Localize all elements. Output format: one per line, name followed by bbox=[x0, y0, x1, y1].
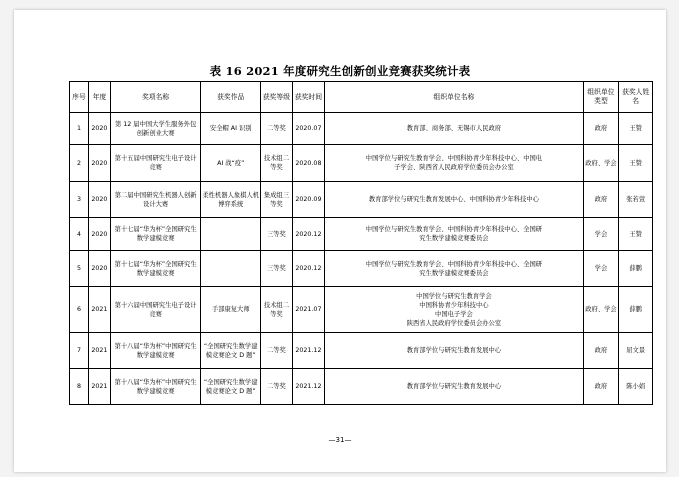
cell-org bbox=[325, 145, 583, 182]
cell-year: 2020 bbox=[88, 251, 110, 287]
cell-no: 2 bbox=[70, 145, 89, 182]
document-page bbox=[14, 10, 666, 472]
table-row bbox=[70, 182, 653, 218]
cell-level: 三等奖 bbox=[261, 218, 293, 251]
header-year: 年度 bbox=[88, 82, 110, 113]
cell-org bbox=[325, 182, 583, 218]
cell-year: 2020 bbox=[88, 182, 110, 218]
cell-org-type: 政府、学会 bbox=[583, 287, 619, 333]
cell-work: AI 战“疫” bbox=[201, 145, 261, 182]
table-row bbox=[70, 251, 653, 287]
org-line: 中国电子学会 bbox=[435, 310, 473, 318]
cell-award: 第十七届“华为杯”全国研究生数学建模竞赛 bbox=[110, 251, 200, 287]
org-line: 中国学位与研究生教育学会、中国科协青少年科技中心、全国研 bbox=[365, 260, 543, 268]
table-title: 表 16 2021 年度研究生创新创业竞赛获奖统计表 bbox=[209, 64, 471, 78]
cell-org-type: 学会 bbox=[583, 218, 619, 251]
table-row bbox=[70, 369, 653, 405]
header-award: 奖项名称 bbox=[110, 82, 200, 113]
org-line: 中国学位与研究生教育学会、中国科协青少年科技中心、中国电 bbox=[365, 155, 543, 162]
table-row bbox=[70, 287, 653, 333]
cell-org bbox=[325, 113, 583, 145]
cell-org-type: 政府 bbox=[583, 369, 619, 405]
cell-work: 手部康复大师 bbox=[201, 287, 261, 333]
cell-org bbox=[325, 369, 583, 405]
cell-award: 第十六届中国研究生电子设计竞赛 bbox=[110, 287, 200, 333]
cell-date: 2021.07 bbox=[292, 287, 325, 333]
cell-work: “全国研究生数学建模竞赛论文 D 题” bbox=[201, 333, 261, 369]
cell-date: 2020.08 bbox=[292, 145, 325, 182]
cell-work bbox=[201, 218, 261, 251]
table-row bbox=[70, 218, 653, 251]
cell-work: “全国研究生数学建模竞赛论文 D 题” bbox=[201, 369, 261, 405]
cell-date: 2021.12 bbox=[292, 333, 325, 369]
cell-org-type: 政府 bbox=[583, 333, 619, 369]
org-line: 究生数学建模竞赛委员会 bbox=[419, 235, 489, 242]
cell-date: 2021.12 bbox=[292, 369, 325, 405]
cell-org bbox=[325, 251, 583, 287]
cell-year: 2020 bbox=[88, 145, 110, 182]
cell-no: 4 bbox=[70, 218, 89, 251]
table-row bbox=[70, 333, 653, 369]
cell-org bbox=[325, 287, 583, 333]
cell-org-type: 政府、学会 bbox=[583, 145, 619, 182]
cell-winner: 王赞 bbox=[619, 145, 653, 182]
cell-winner: 张若萱 bbox=[619, 182, 653, 218]
cell-winner: 王赞 bbox=[619, 113, 653, 145]
org-line: 教育部学位与研究生教育发展中心 bbox=[406, 347, 502, 354]
cell-award: 第十七届“华为杯”全国研究生数学建模竞赛 bbox=[110, 218, 200, 251]
cell-award: 第二届中国研究生机器人创新设计大赛 bbox=[110, 182, 200, 218]
cell-no: 6 bbox=[70, 287, 89, 333]
cell-award: 第十八届“华为杯”中国研究生数学建模竞赛 bbox=[110, 369, 200, 405]
org-line: 教育部、商务部、无锡市人民政府 bbox=[406, 125, 502, 132]
cell-winner: 屈文景 bbox=[619, 333, 653, 369]
org-line: 中国学位与研究生教育学会、中国科协青少年科技中心、全国研 bbox=[365, 226, 543, 233]
cell-work bbox=[201, 251, 261, 287]
header-winner: 获奖人姓名 bbox=[619, 82, 653, 113]
table-header-row bbox=[70, 82, 653, 113]
cell-award: 第 12 届中国大学生服务外包创新创业大赛 bbox=[110, 113, 200, 145]
cell-org-type: 学会 bbox=[583, 251, 619, 287]
org-line: 教育部学位与研究生教育发展中心、中国科协青少年科技中心 bbox=[368, 196, 539, 203]
cell-org bbox=[325, 333, 583, 369]
cell-level: 集成组三等奖 bbox=[261, 182, 293, 218]
cell-no: 8 bbox=[70, 369, 89, 405]
cell-date: 2020.12 bbox=[292, 251, 325, 287]
page-number: —31— bbox=[328, 436, 352, 444]
cell-winner: 王赞 bbox=[619, 218, 653, 251]
cell-level: 二等奖 bbox=[261, 113, 293, 145]
cell-year: 2020 bbox=[88, 218, 110, 251]
cell-year: 2021 bbox=[88, 287, 110, 333]
org-line: 究生数学建模竞赛委员会 bbox=[419, 269, 489, 277]
cell-date: 2020.12 bbox=[292, 218, 325, 251]
cell-winner: 薛鹏 bbox=[619, 287, 653, 333]
org-line: 中国科协青少年科技中心 bbox=[419, 301, 489, 309]
table-row bbox=[70, 145, 653, 182]
header-no: 序号 bbox=[70, 82, 89, 113]
header-work: 获奖作品 bbox=[201, 82, 261, 113]
org-line: 陕西省人民政府学位委员会办公室 bbox=[406, 319, 502, 327]
cell-year: 2021 bbox=[88, 369, 110, 405]
cell-org-type: 政府 bbox=[583, 182, 619, 218]
cell-winner: 陈小娟 bbox=[619, 369, 653, 405]
cell-award: 第十五届中国研究生电子设计竞赛 bbox=[110, 145, 200, 182]
cell-no: 7 bbox=[70, 333, 89, 369]
header-level: 获奖等级 bbox=[261, 82, 293, 113]
cell-level: 三等奖 bbox=[261, 251, 293, 287]
cell-level: 技术组二等奖 bbox=[261, 145, 293, 182]
cell-work: 安全帽 AI 识别 bbox=[201, 113, 261, 145]
table-row bbox=[70, 113, 653, 145]
cell-org-type: 政府 bbox=[583, 113, 619, 145]
cell-no: 1 bbox=[70, 113, 89, 145]
cell-org bbox=[325, 218, 583, 251]
cell-winner: 薛鹏 bbox=[619, 251, 653, 287]
org-line: 中国学位与研究生教育学会 bbox=[416, 292, 492, 300]
org-line: 教育部学位与研究生教育发展中心 bbox=[406, 383, 502, 390]
cell-level: 二等奖 bbox=[261, 333, 293, 369]
cell-year: 2020 bbox=[88, 113, 110, 145]
header-org: 组织单位名称 bbox=[325, 82, 583, 113]
awards-table bbox=[69, 81, 653, 405]
cell-level: 技术组二等奖 bbox=[261, 287, 293, 333]
cell-date: 2020.07 bbox=[292, 113, 325, 145]
header-date: 获奖时间 bbox=[292, 82, 325, 113]
org-line: 子学会、陕西省人民政府学位委员会办公室 bbox=[394, 164, 514, 171]
cell-year: 2021 bbox=[88, 333, 110, 369]
cell-no: 3 bbox=[70, 182, 89, 218]
cell-date: 2020.09 bbox=[292, 182, 325, 218]
cell-level: 二等奖 bbox=[261, 369, 293, 405]
cell-work: 柔性机器人象棋人机博弈系统 bbox=[201, 182, 261, 218]
cell-no: 5 bbox=[70, 251, 89, 287]
header-org-type: 组织单位类型 bbox=[583, 82, 619, 113]
cell-award: 第十八届“华为杯”中国研究生数学建模竞赛 bbox=[110, 333, 200, 369]
